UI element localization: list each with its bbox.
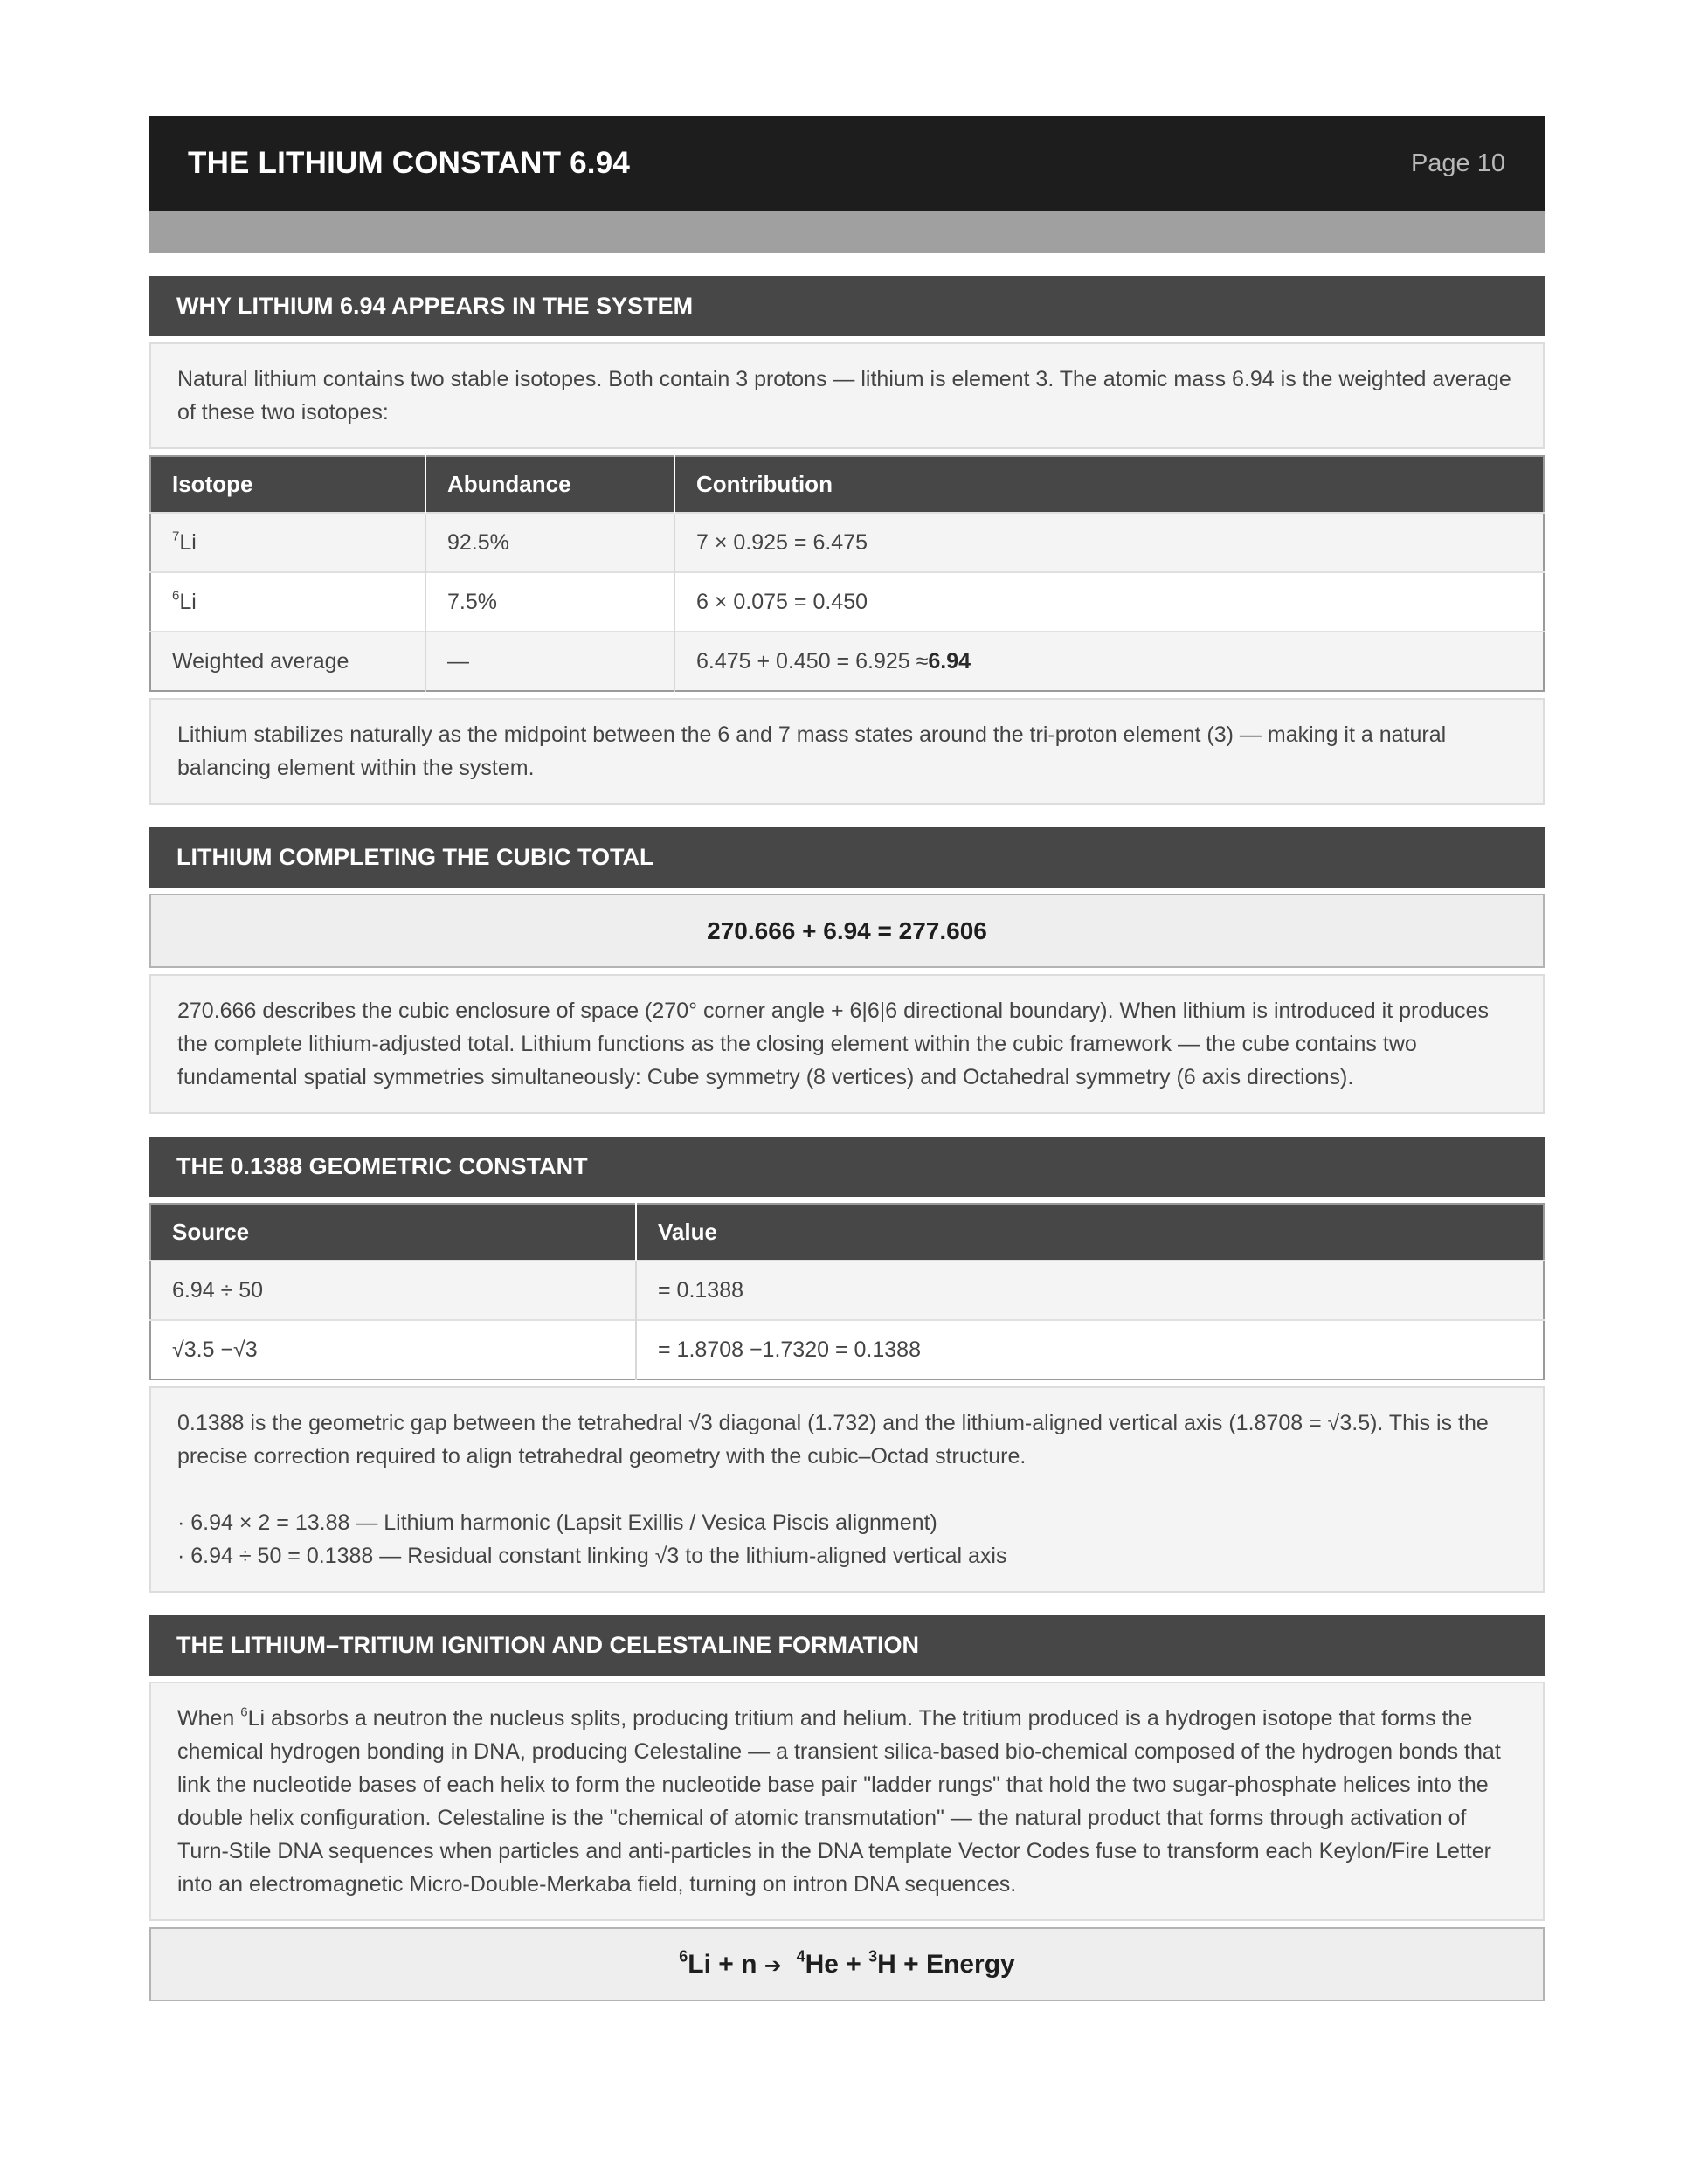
isotope-table [149,455,1545,692]
table-row [150,572,1544,632]
weighted-average-result: 6.94 [928,648,971,674]
section-heading-cubic-total: LITHIUM COMPLETING THE CUBIC TOTAL [149,827,1545,888]
mass-number: 7 [172,529,180,543]
column-header-abundance: Abundance [425,456,674,513]
column-header-isotope: Isotope [150,456,425,513]
contribution-text: 6.475 + 0.450 = 6.925 ≈ [696,648,929,674]
element-symbol: Li [179,529,197,555]
nuclear-reaction-equation [149,1927,1545,2001]
section-heading-lithium-tritium: THE LITHIUM–TRITIUM IGNITION AND CELESTALINE FORMATION [149,1615,1545,1676]
bullet-item: · 6.94 × 2 = 13.88 — Lithium harmonic (Lapsit Exillis / Vesica Piscis alignment) [177,1510,937,1535]
contribution-cell [674,632,1544,691]
isotope-cell [150,572,425,632]
bullet-item: · 6.94 ÷ 50 = 0.1388 — Residual constant linking √3 to the lithium-aligned vertical axis [177,1544,1007,1568]
text-prefix: When [177,1706,241,1731]
value-cell: = 0.1388 [636,1261,1544,1320]
isotope-cell [150,513,425,572]
mass-number: 4 [796,1946,805,1965]
stabilization-note [149,698,1545,805]
paragraph-spacer [177,1473,1517,1506]
mass-number: 6 [240,1704,248,1720]
table-header-row [150,456,1544,513]
section-heading-why-lithium: WHY LITHIUM 6.94 APPEARS IN THE SYSTEM [149,276,1545,336]
equation-part: H + Energy [877,1949,1015,1979]
page-number: Page 10 [1410,149,1505,177]
cubic-total-formula: 270.666 + 6.94 = 277.606 [149,894,1545,968]
geometric-constant-table [149,1203,1545,1380]
isotope-cell: Weighted average [150,632,425,691]
contribution-cell: 7 × 0.925 = 6.475 [674,513,1544,572]
mass-number: 6 [679,1946,688,1965]
abundance-cell: 92.5% [425,513,674,572]
celestaline-description [149,1682,1545,1921]
geometric-gap-description [149,1386,1545,1593]
mass-number: 6 [172,588,180,603]
page-title: THE LITHIUM CONSTANT 6.94 [188,146,631,180]
document-page [149,116,1545,2001]
section-intro-text [149,342,1545,449]
equation-part: Li + n [688,1949,764,1979]
table-row [150,1320,1544,1379]
note-paragraph: Lithium stabilizes naturally as the midpoint between the 6 and 7 mass states around the tri-proton element (3) — making it a natural balancing element within the system. [177,722,1447,780]
celestaline-paragraph: Li absorbs a neutron the nucleus splits, producing tritium and helium. The tritium produced is a hydrogen isotope that forms the chemical hydrogen bonding in DNA, producing Celestaline — a transient silica-based bio-chemical composed of the hydrogen bonds that link the nucleotide bases of each helix to form the nucleotide base pair "ladder rungs" that hold the two sugar-phosphate helices into the double helix configuration. Celestaline is the "chemical of atomic transmutation" — the natural product that forms through activation of Turn-Stile DNA sequences when particles and anti-particles in the DNA template Vector Codes fuse to transform each Keylon/Fire Letter into an electromagnetic Micro-Double-Merkaba field, turning on intron DNA sequences. [177,1706,1501,1897]
abundance-cell: 7.5% [425,572,674,632]
gap-paragraph: 0.1388 is the geometric gap between the tetrahedral √3 diagonal (1.732) and the lithium-aligned vertical axis (1.8708 = √3.5). This is the precise correction required to align tetrahedral geometry with the cubic–Octad structure. [177,1411,1489,1469]
section-heading-geometric-constant: THE 0.1388 GEOMETRIC CONSTANT [149,1137,1545,1197]
table-header-row [150,1204,1544,1261]
page-header [149,116,1545,211]
abundance-cell: — [425,632,674,691]
cubic-paragraph: 270.666 describes the cubic enclosure of space (270° corner angle + 6|6|6 directional boundary). When lithium is introduced it produces the complete lithium-adjusted total. Lithium functions as the closing element within the cubic framework — the cube contains two fundamental spatial symmetries simultaneously: Cube symmetry (8 vertices) and Octahedral symmetry (6 axis directions). [177,999,1489,1089]
table-row [150,632,1544,691]
equation-part: He + [805,1949,869,1979]
column-header-value: Value [636,1204,1544,1261]
arrow-icon: ➔ [764,1953,782,1978]
source-cell: √3.5 −√3 [150,1320,636,1379]
column-header-source: Source [150,1204,636,1261]
header-divider-bar [149,211,1545,253]
element-symbol: Li [179,589,197,614]
table-row [150,1261,1544,1320]
source-cell: 6.94 ÷ 50 [150,1261,636,1320]
mass-number: 3 [868,1946,878,1965]
intro-paragraph: Natural lithium contains two stable isotopes. Both contain 3 protons — lithium is element 3. The atomic mass 6.94 is the weighted average of these two isotopes: [177,367,1511,425]
value-cell: = 1.8708 −1.7320 = 0.1388 [636,1320,1544,1379]
contribution-cell: 6 × 0.075 = 0.450 [674,572,1544,632]
column-header-contribution: Contribution [674,456,1544,513]
table-row [150,513,1544,572]
cubic-description [149,974,1545,1114]
